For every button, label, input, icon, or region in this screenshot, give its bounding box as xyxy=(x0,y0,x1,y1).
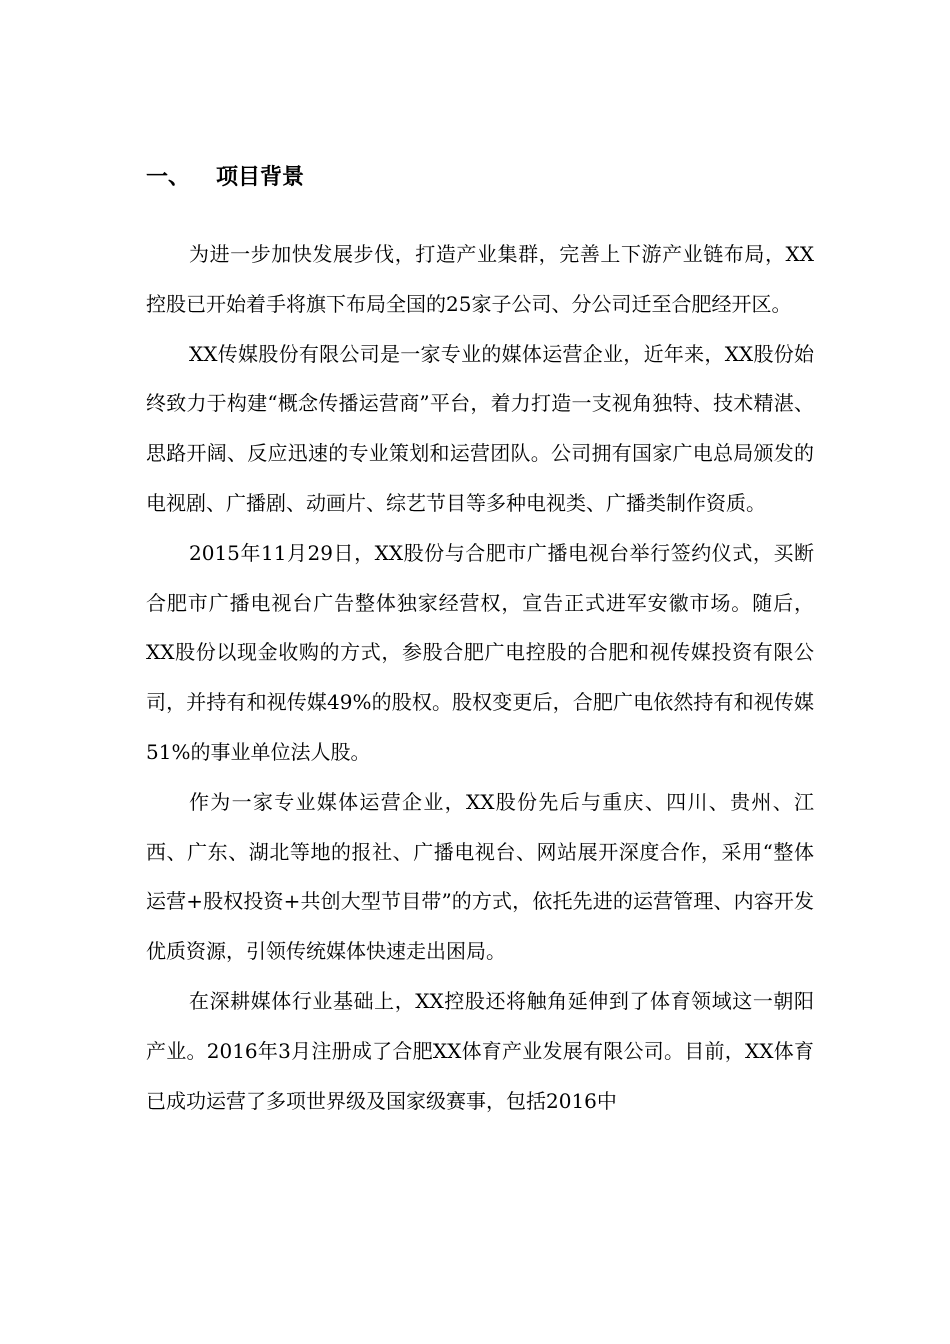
paragraph-relocation: 为进一步加快发展步伐，打造产业集群，完善上下游产业链布局，XX控股已开始着手将旗下布局全国的25家子公司、分公司迁至合肥经开区。 xyxy=(146,242,814,316)
section-number: 一、 xyxy=(146,165,191,190)
paragraph-cooperation: 作为一家专业媒体运营企业，XX股份先后与重庆、四川、贵州、江西、广东、湖北等地的报社、广播电视台、网站展开深度合作，采用“整体运营+股权投资+共创大型节目带”的方式，依托先进的运营管理、内容开发优质资源，引领传统媒体快速走出困局。 xyxy=(146,789,814,964)
document-body xyxy=(146,230,814,1126)
section-title: 项目背景 xyxy=(216,165,305,190)
paragraph-media-company: XX传媒股份有限公司是一家专业的媒体运营企业，近年来，XX股份始终致力于构建“概念传播运营商”平台，着力打造一支视角独特、技术精湛、思路开阔、反应迅速的专业策划和运营团队。公司拥有国家广电总局颁发的电视剧、广播剧、动画片、综艺节目等多种电视类、广播类制作资质。 xyxy=(146,341,814,515)
paragraph-sports: 在深耕媒体行业基础上，XX控股还将触角延伸到了体育领域这一朝阳产业。2016年3月注册成了合肥XX体育产业发展有限公司。目前，XX体育已成功运营了多项世界级及国家级赛事，包括2016中 xyxy=(146,988,814,1113)
paragraph-hefei-agreement: 2015年11月29日，XX股份与合肥市广播电视台举行签约仪式，买断合肥市广播电视台广告整体独家经营权，宣告正式进军安徽市场。随后，XX股份以现金收购的方式，参股合肥广电控股的合肥和视传媒投资有限公司，并持有和视传媒49%的股权。股权变更后，合肥广电依然持有和视传媒51%的事业单位法人股。 xyxy=(146,540,814,764)
section-heading xyxy=(146,160,304,196)
